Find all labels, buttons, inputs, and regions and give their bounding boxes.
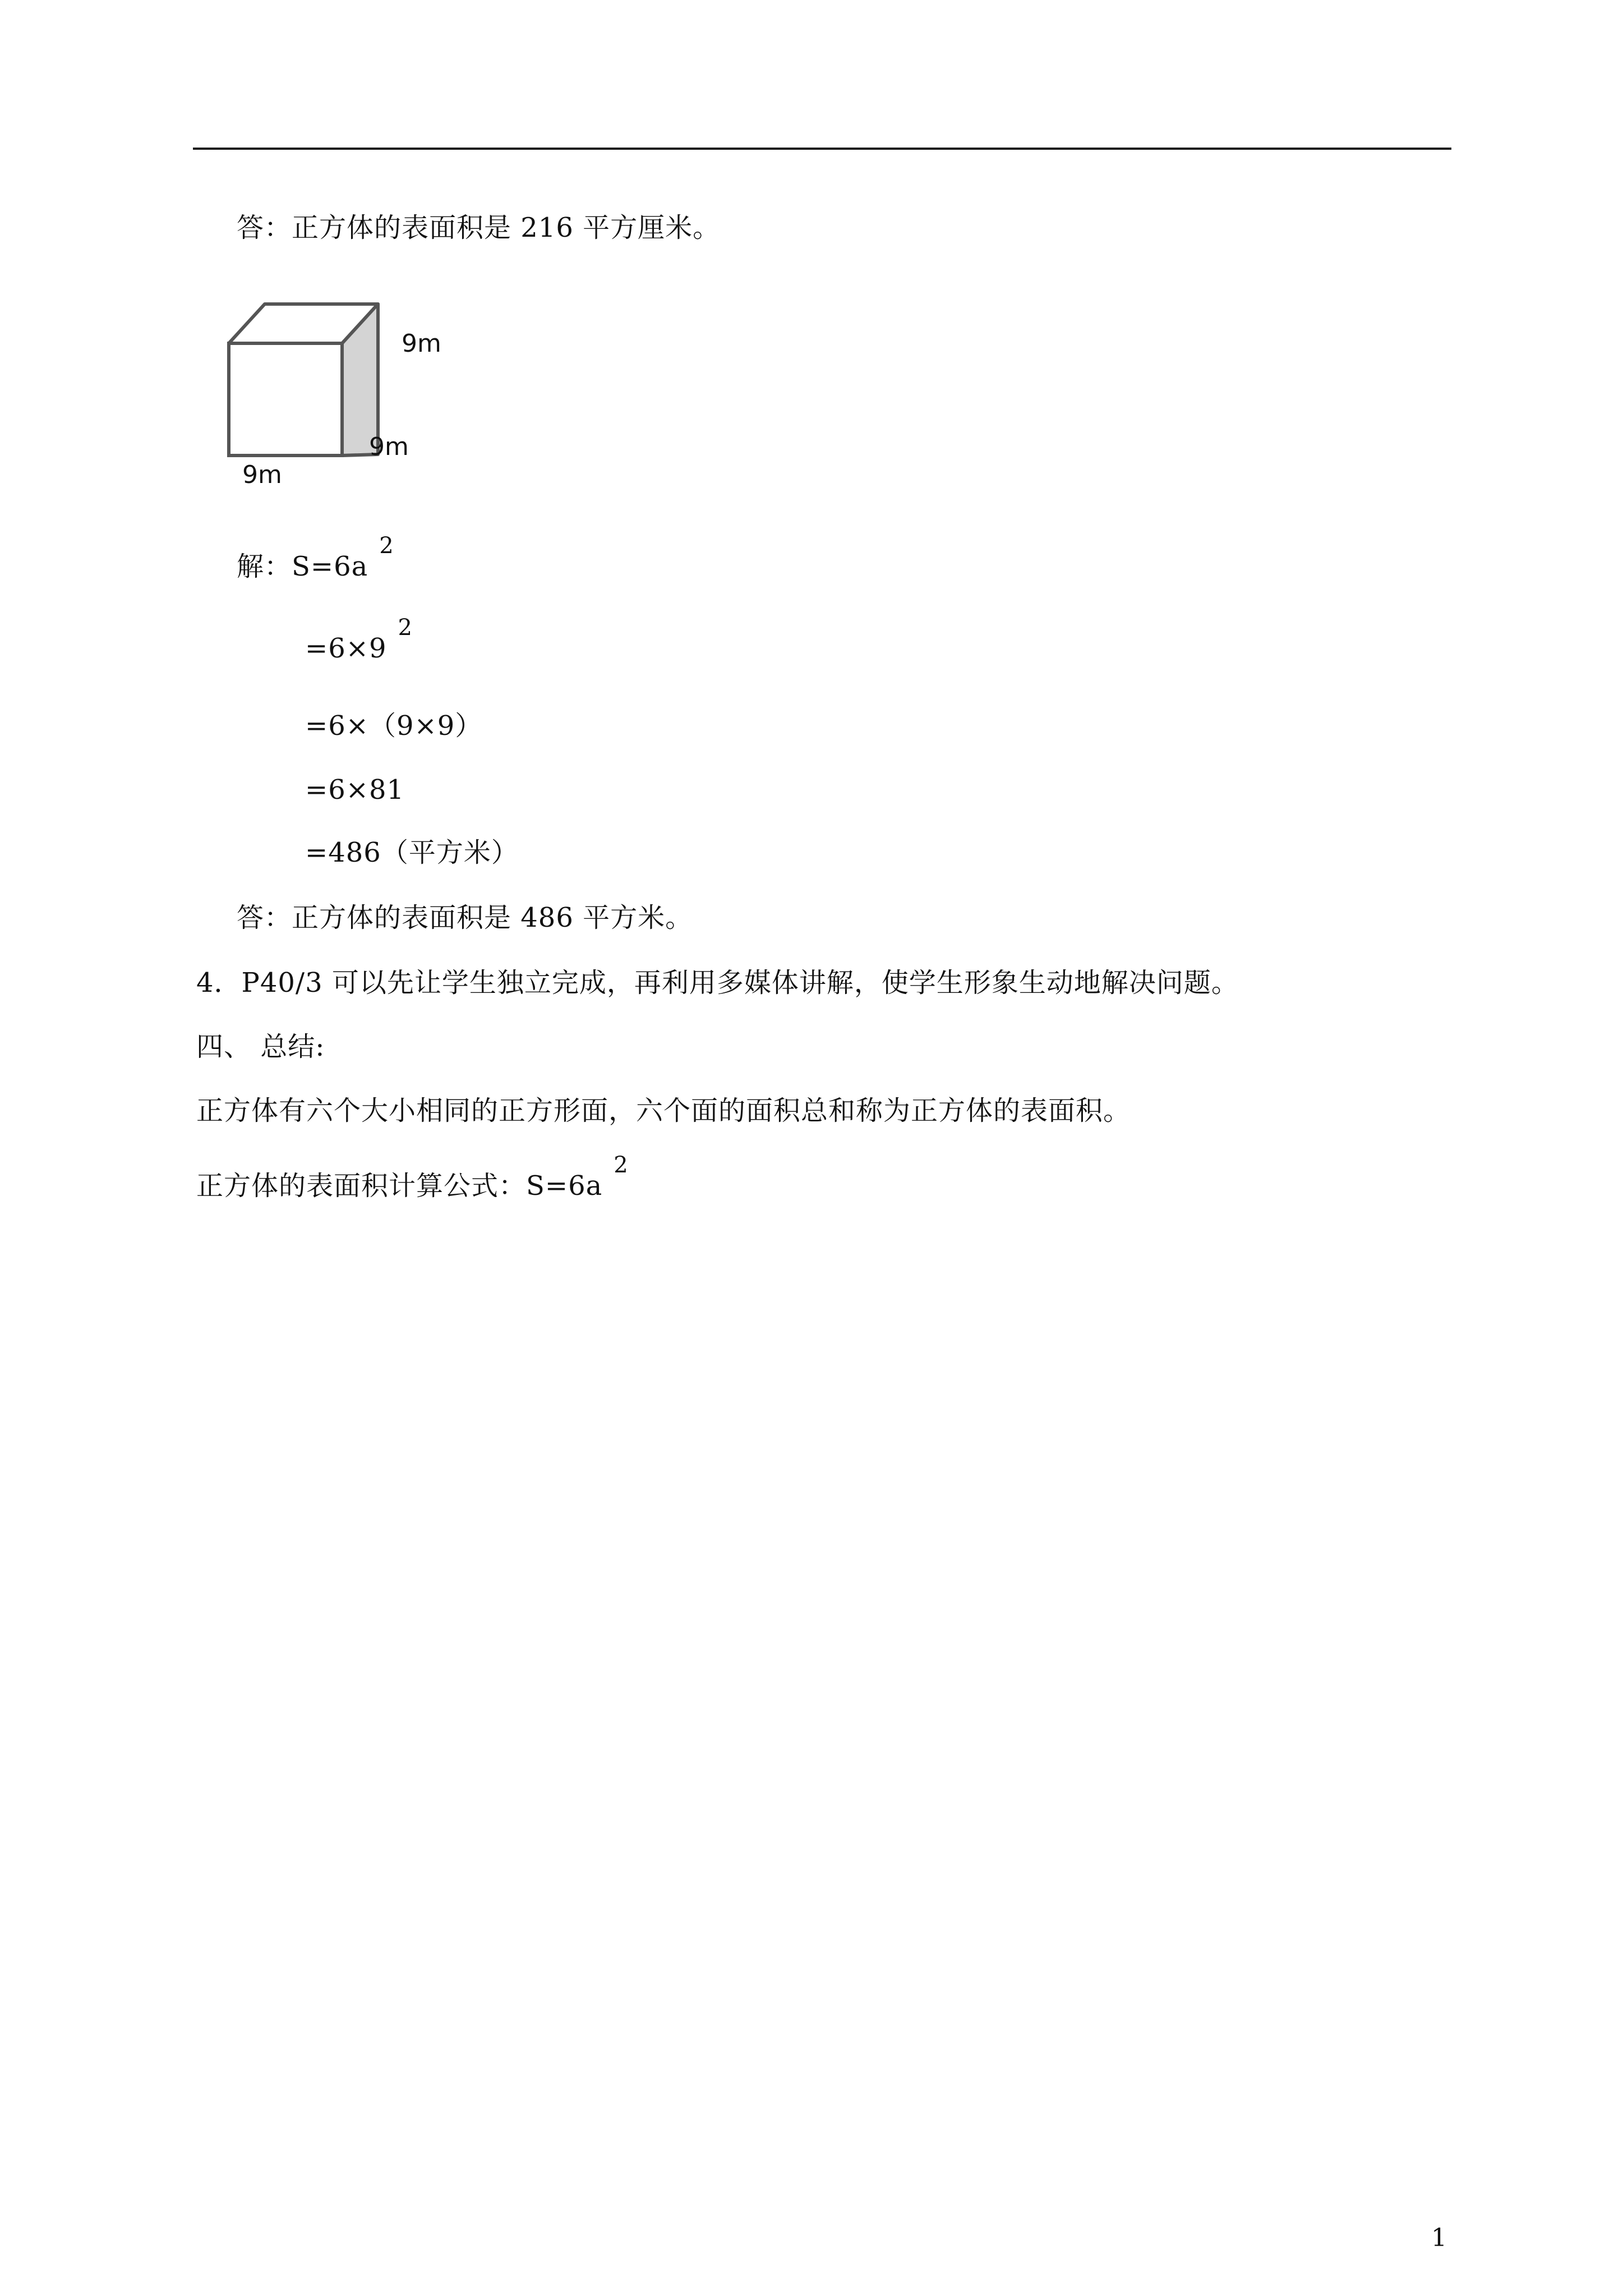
cube-figure (224, 297, 460, 499)
answer-216: 答：正方体的表面积是 216 平方厘米。 (237, 212, 721, 243)
cube-label-bottom: 9m (242, 461, 282, 489)
header-rule (193, 148, 1451, 150)
page-number: 1 (1431, 2224, 1447, 2252)
formula-text: 正方体的表面积计算公式：S=6a (196, 1170, 603, 1202)
step-1-text: =6×9 (305, 633, 387, 664)
cube-label-right: 9m (369, 432, 409, 461)
cube-front-face (229, 343, 342, 455)
section-heading-summary: 四、 总结: (196, 1031, 325, 1062)
item-4: 4．P40/3 可以先让学生独立完成，再利用多媒体讲解，使学生形象生动地解决问题。 (196, 967, 1239, 999)
cube-label-top: 9m (402, 329, 441, 358)
solution-text: 解：S=6a (237, 551, 368, 582)
step-1 (305, 615, 413, 667)
step-4: =486（平方米） (305, 837, 519, 868)
step-2: =6×（9×9） (305, 710, 483, 742)
answer-486: 答：正方体的表面积是 486 平方米。 (237, 902, 693, 933)
step-1-exponent: 2 (398, 615, 413, 641)
solution-exponent: 2 (379, 533, 394, 559)
formula-exponent: 2 (614, 1152, 629, 1178)
formula-line (196, 1152, 629, 1204)
solution-line (237, 533, 394, 585)
summary-paragraph: 正方体有六个大小相同的正方形面，六个面的面积总和称为正方体的表面积。 (196, 1095, 1131, 1126)
step-3: =6×81 (305, 774, 405, 806)
